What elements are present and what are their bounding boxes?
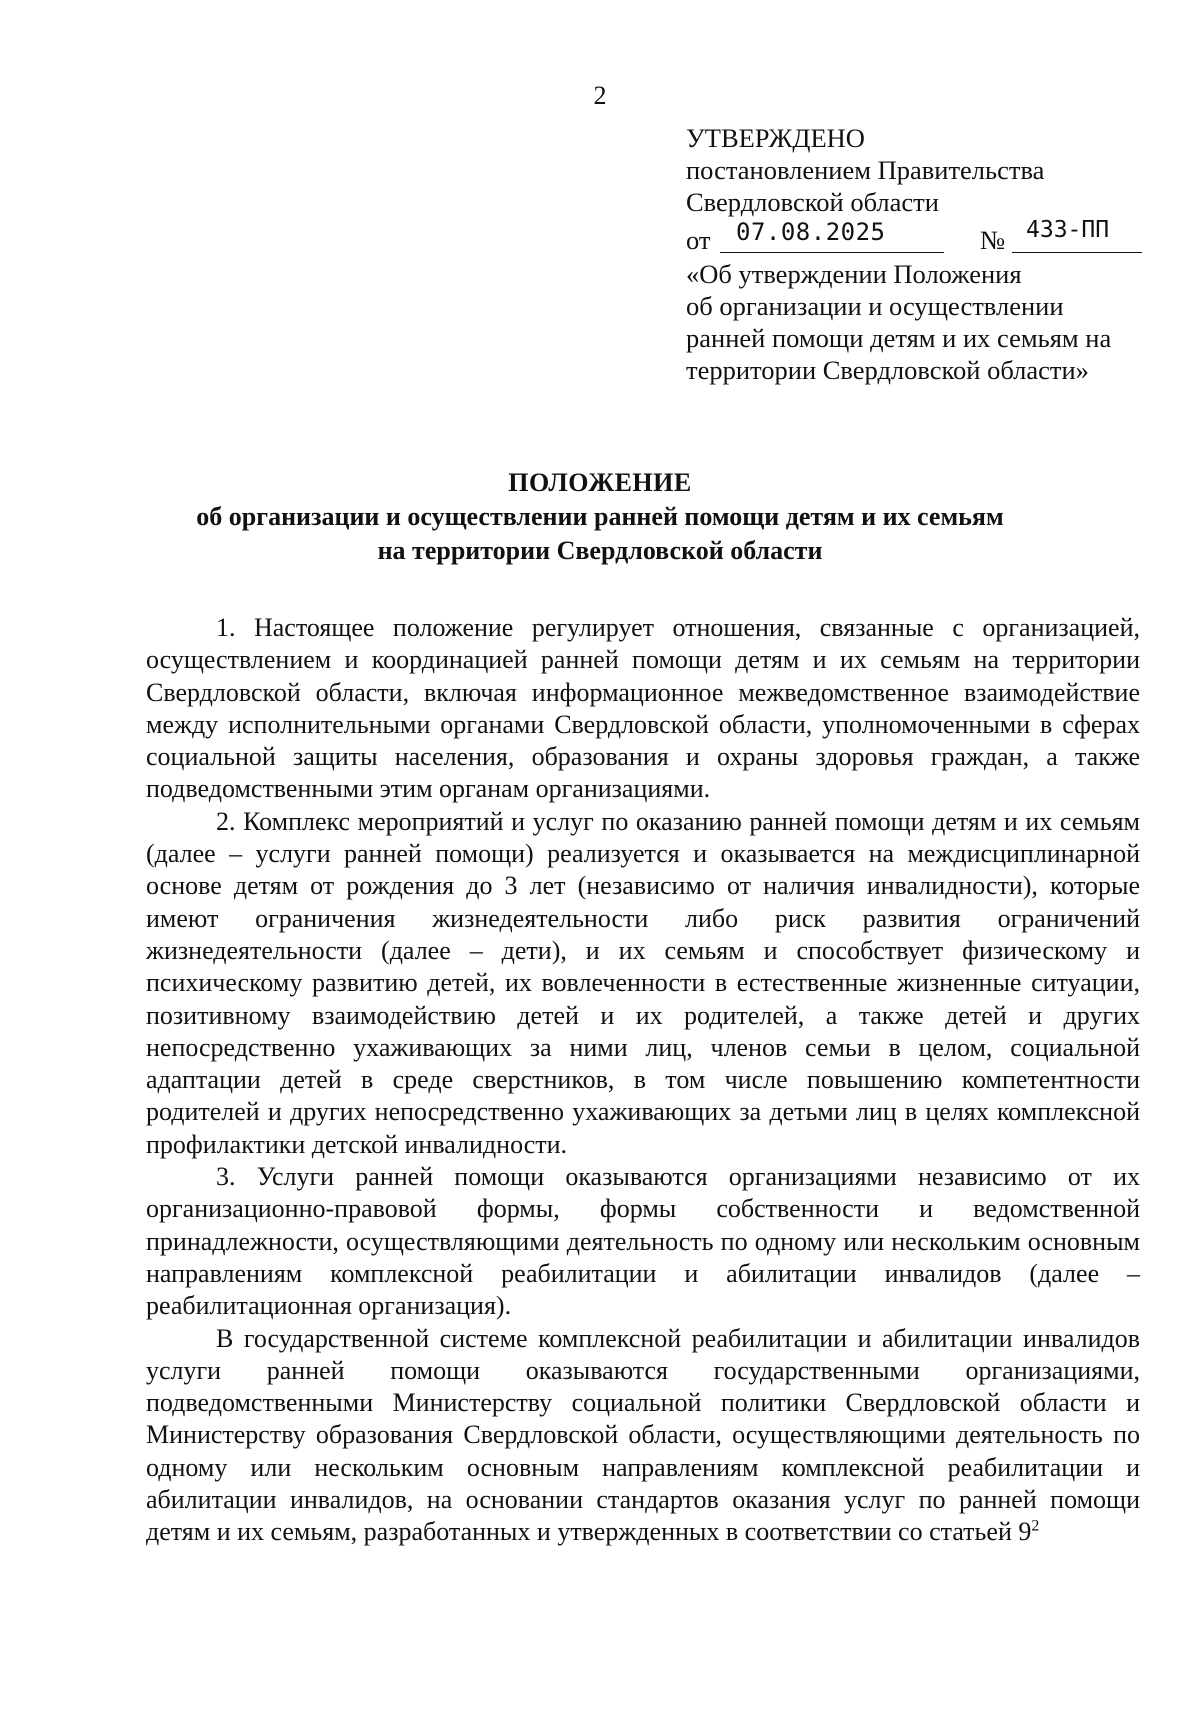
from-label: от bbox=[686, 225, 711, 255]
approval-number: 433-ПП bbox=[1026, 217, 1110, 243]
paragraph-4 bbox=[146, 1323, 1140, 1549]
paragraph-4-text: В государственной системе комплексной реабилитации и абилитации инвалидов услуги ранней помощи оказываются государственными организациями, подведомственными Министерству социальной политики Свердловской области и Министерству образования Свердловской области, осуществляющими деятельность по одному или нескольким основным направлениям комплексной реабилитации и абилитации инвалидов, на основании стандартов оказания услуг по ранней помощи детям и их семьям, разработанных и утвержденных в соответствии со статьей 9 bbox=[146, 1323, 1140, 1547]
page-number: 2 bbox=[593, 81, 607, 110]
approval-date-line bbox=[686, 218, 1156, 254]
approval-stamp: УТВЕРЖДЕНО bbox=[686, 123, 865, 153]
paragraph-3: 3. Услуги ранней помощи оказываются организациями независимо от их организационно-правовой формы, формы собственности и ведомственной принадлежности, осуществляющими деятельность по одному или нескольким основным направлениям комплексной реабилитации и абилитации инвалидов (далее – реабилитационная организация). bbox=[146, 1162, 1140, 1321]
decree-title-line: «Об утверждении Положения bbox=[686, 259, 1022, 289]
paragraph-1: 1. Настоящее положение регулирует отношения, связанные с организацией, осуществлением и координацией ранней помощи детям и их семьям на территории Свердловской области, включая информационное межведомственное взаимодействие между исполнительными органами Свердловской области, уполномоченными в сферах социальной защиты населения, образования и охраны здоровья граждан, а также подведомственными этим органам организациями. bbox=[146, 613, 1140, 804]
document-heading bbox=[0, 466, 1200, 568]
decree-title-line: об организации и осуществлении bbox=[686, 291, 1064, 321]
document-title: ПОЛОЖЕНИЕ bbox=[508, 468, 692, 497]
approval-line-1: постановлением Правительства bbox=[686, 155, 1045, 185]
article-superscript: 2 bbox=[1031, 1517, 1040, 1535]
decree-title bbox=[686, 258, 1156, 386]
decree-title-line: территории Свердловской области» bbox=[686, 355, 1089, 385]
approval-line-2: Свердловской области bbox=[686, 187, 939, 217]
document-subtitle-line-2: на территории Свердловской области bbox=[377, 536, 823, 565]
approval-block bbox=[686, 122, 1156, 386]
approval-date: 07.08.2025 bbox=[736, 218, 886, 246]
number-sign: № bbox=[980, 225, 1006, 255]
document-subtitle-line-1: об организации и осуществлении ранней помощи детям и их семьям bbox=[196, 502, 1004, 531]
decree-title-line: ранней помощи детям и их семьям на bbox=[686, 323, 1112, 353]
paragraph-2: 2. Комплекс мероприятий и услуг по оказанию ранней помощи детям и их семьям (далее – услуги ранней помощи) реализуется и оказывается на междисциплинарной основе детям от рождения до 3 лет (независимо от наличия инвалидности), которые имеют ограничения жизнедеятельности либо риск развития ограничений жизнедеятельности (далее – дети), и их семьям и способствует физическому и психическому развитию детей, их вовлеченности в естественные жизненные ситуации, позитивному взаимодействию детей и их родителей, а также детей и других непосредственно ухаживающих за ними лиц, членов семьи в целом, социальной адаптации детей в среде сверстников, в том числе повышению компетентности родителей и других непосредственно ухаживающих за детьми лиц в целях комплексной профилактики детской инвалидности. bbox=[146, 806, 1140, 1159]
document-body bbox=[146, 612, 1140, 1549]
